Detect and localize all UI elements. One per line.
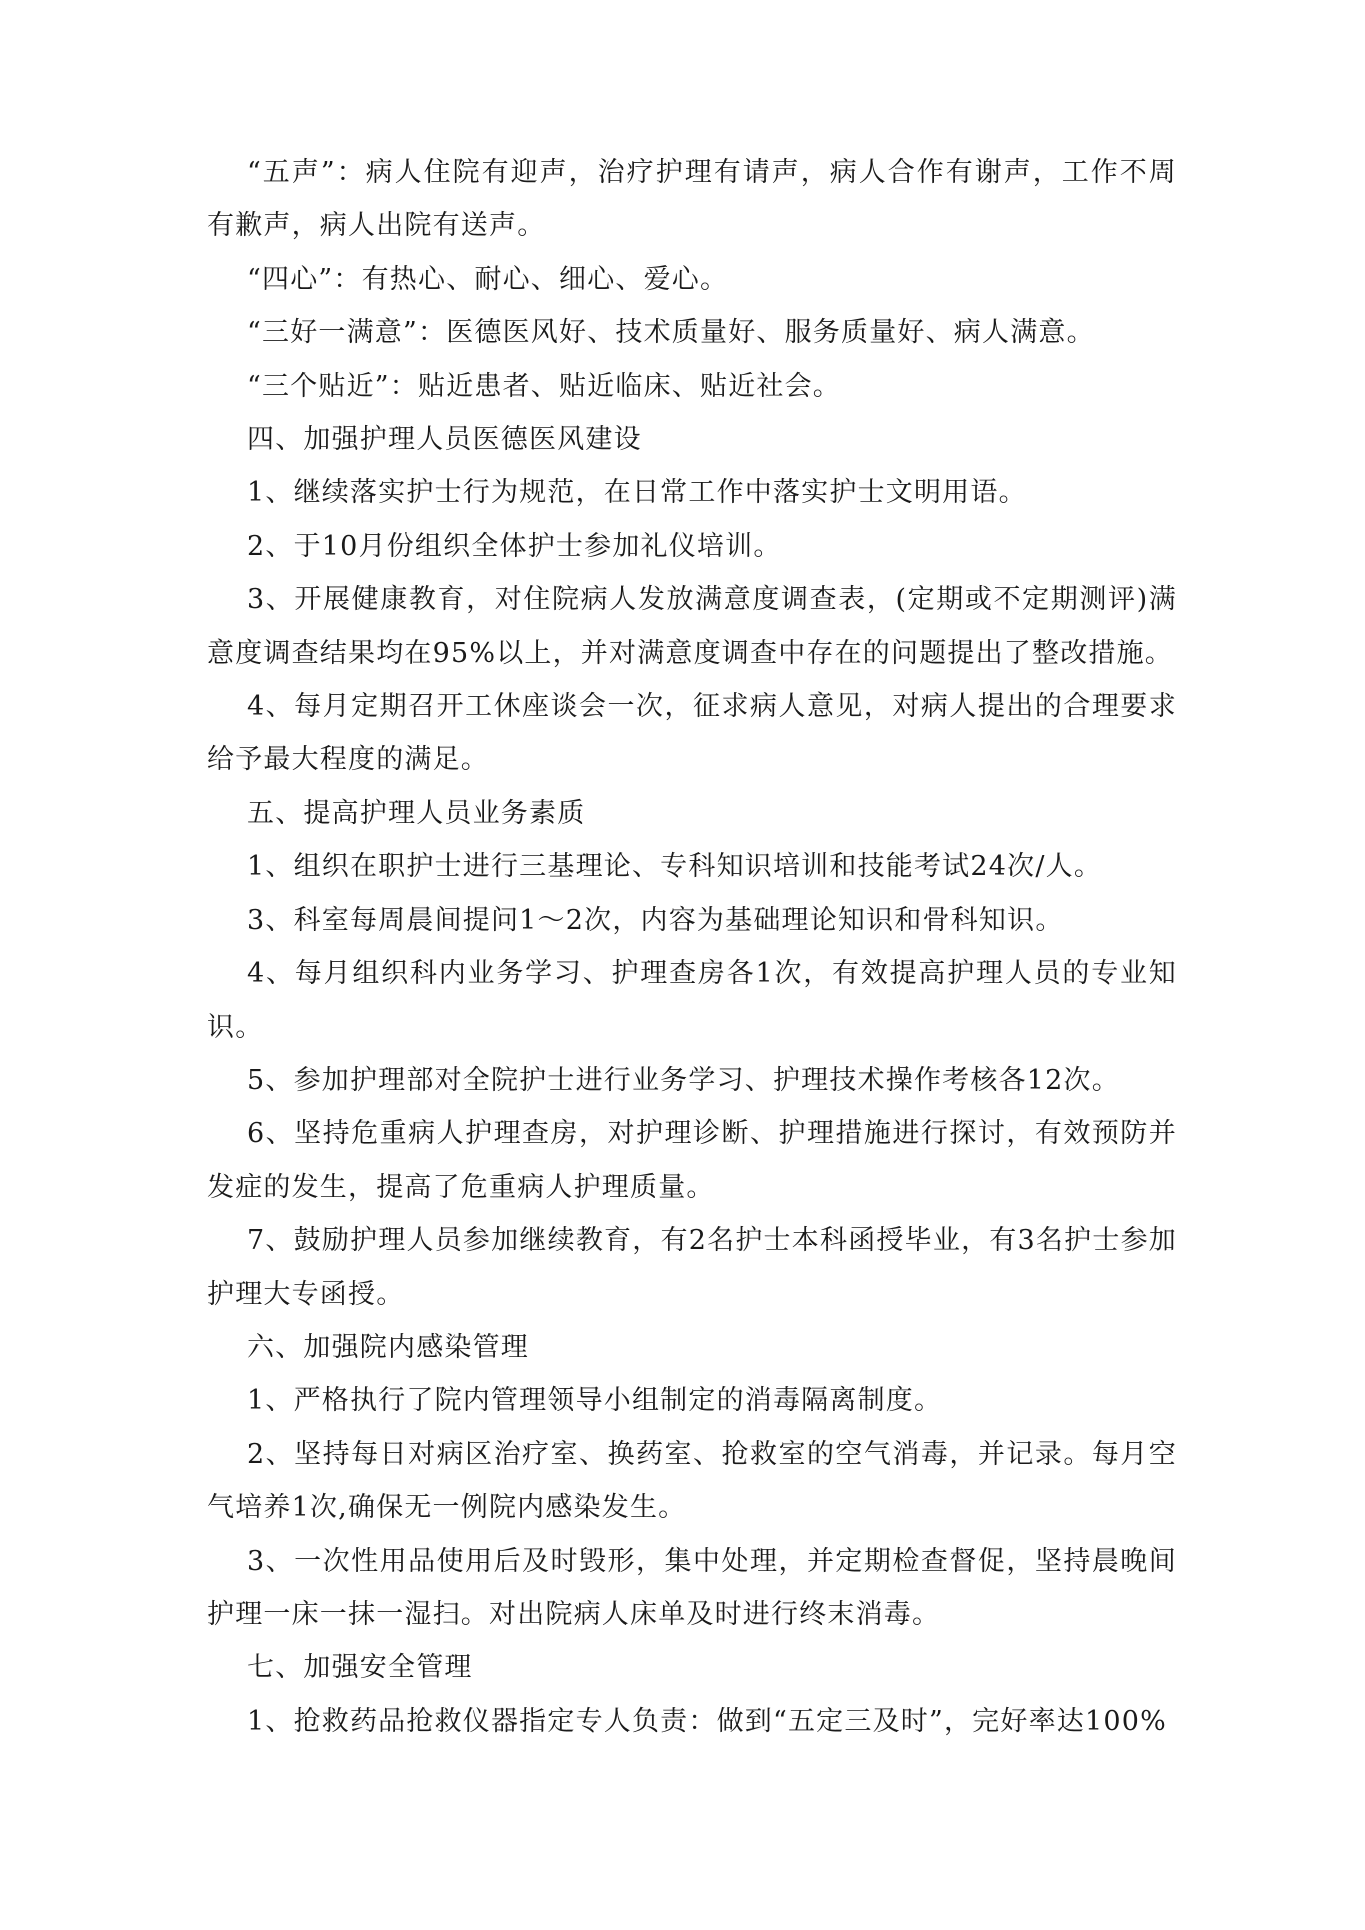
paragraph-4-4: 4、每月定期召开工休座谈会一次，征求病人意见，对病人提出的合理要求给予最大程度的满足。 (207, 691, 1177, 776)
paragraph-5-7: 7、鼓励护理人员参加继续教育，有2名护士本科函授毕业，有3名护士参加护理大专函授。 (207, 1225, 1177, 1310)
paragraph-4-1: 1、继续落实护士行为规范，在日常工作中落实护士文明用语。 (247, 477, 1027, 509)
paragraph-4-2: 2、于10月份组织全体护士参加礼仪培训。 (247, 530, 782, 562)
section-heading-4: 四、加强护理人员医德医风建设 (247, 424, 642, 456)
paragraph-4-3: 3、开展健康教育，对住院病人发放满意度调查表，(定期或不定期测评)满意度调查结果均在95%以上，并对满意度调查中存在的问题提出了整改措施。 (207, 584, 1177, 669)
paragraph-5-1: 1、组织在职护士进行三基理论、专科知识培训和技能考试24次/人。 (247, 851, 1103, 883)
section-heading-7: 七、加强安全管理 (247, 1652, 473, 1684)
paragraph-four-hearts: “四心”：有热心、耐心、细心、爱心。 (247, 263, 729, 295)
paragraph-5-4: 4、每月组织科内业务学习、护理查房各1次，有效提高护理人员的专业知识。 (207, 958, 1177, 1043)
paragraph-6-2: 2、坚持每日对病区治疗室、换药室、抢救室的空气消毒，并记录。每月空气培养1次,确保无一例院内感染发生。 (207, 1438, 1177, 1524)
paragraph-three-goods: “三好一满意”：医德医风好、技术质量好、服务质量好、病人满意。 (247, 317, 1095, 349)
paragraph-5-3: 3、科室每周晨间提问1～2次，内容为基础理论知识和骨科知识。 (247, 904, 1064, 936)
paragraph-5-5: 5、参加护理部对全院护士进行业务学习、护理技术操作考核各12次。 (247, 1064, 1120, 1096)
section-heading-6: 六、加强院内感染管理 (247, 1331, 529, 1363)
paragraph-6-1: 1、严格执行了院内管理领导小组制定的消毒隔离制度。 (247, 1385, 943, 1417)
paragraph-7-1: 1、抢救药品抢救仪器指定专人负责：做到“五定三及时”，完好率达100% (247, 1705, 1167, 1737)
paragraph-five-sounds: “五声”：病人住院有迎声，治疗护理有请声，病人合作有谢声，工作不周有歉声，病人出院有送声。 (207, 157, 1177, 242)
paragraph-three-close: “三个贴近”：贴近患者、贴近临床、贴近社会。 (247, 370, 842, 402)
paragraph-6-3: 3、一次性用品使用后及时毁形，集中处理，并定期检查督促，坚持晨晚间护理一床一抹一湿扫。对出院病人床单及时进行终末消毒。 (207, 1545, 1177, 1630)
paragraph-5-6: 6、坚持危重病人护理查房，对护理诊断、护理措施进行探讨，有效预防并发症的发生，提高了危重病人护理质量。 (207, 1118, 1177, 1203)
document-body (207, 146, 1177, 1748)
section-heading-5: 五、提高护理人员业务素质 (247, 797, 586, 829)
